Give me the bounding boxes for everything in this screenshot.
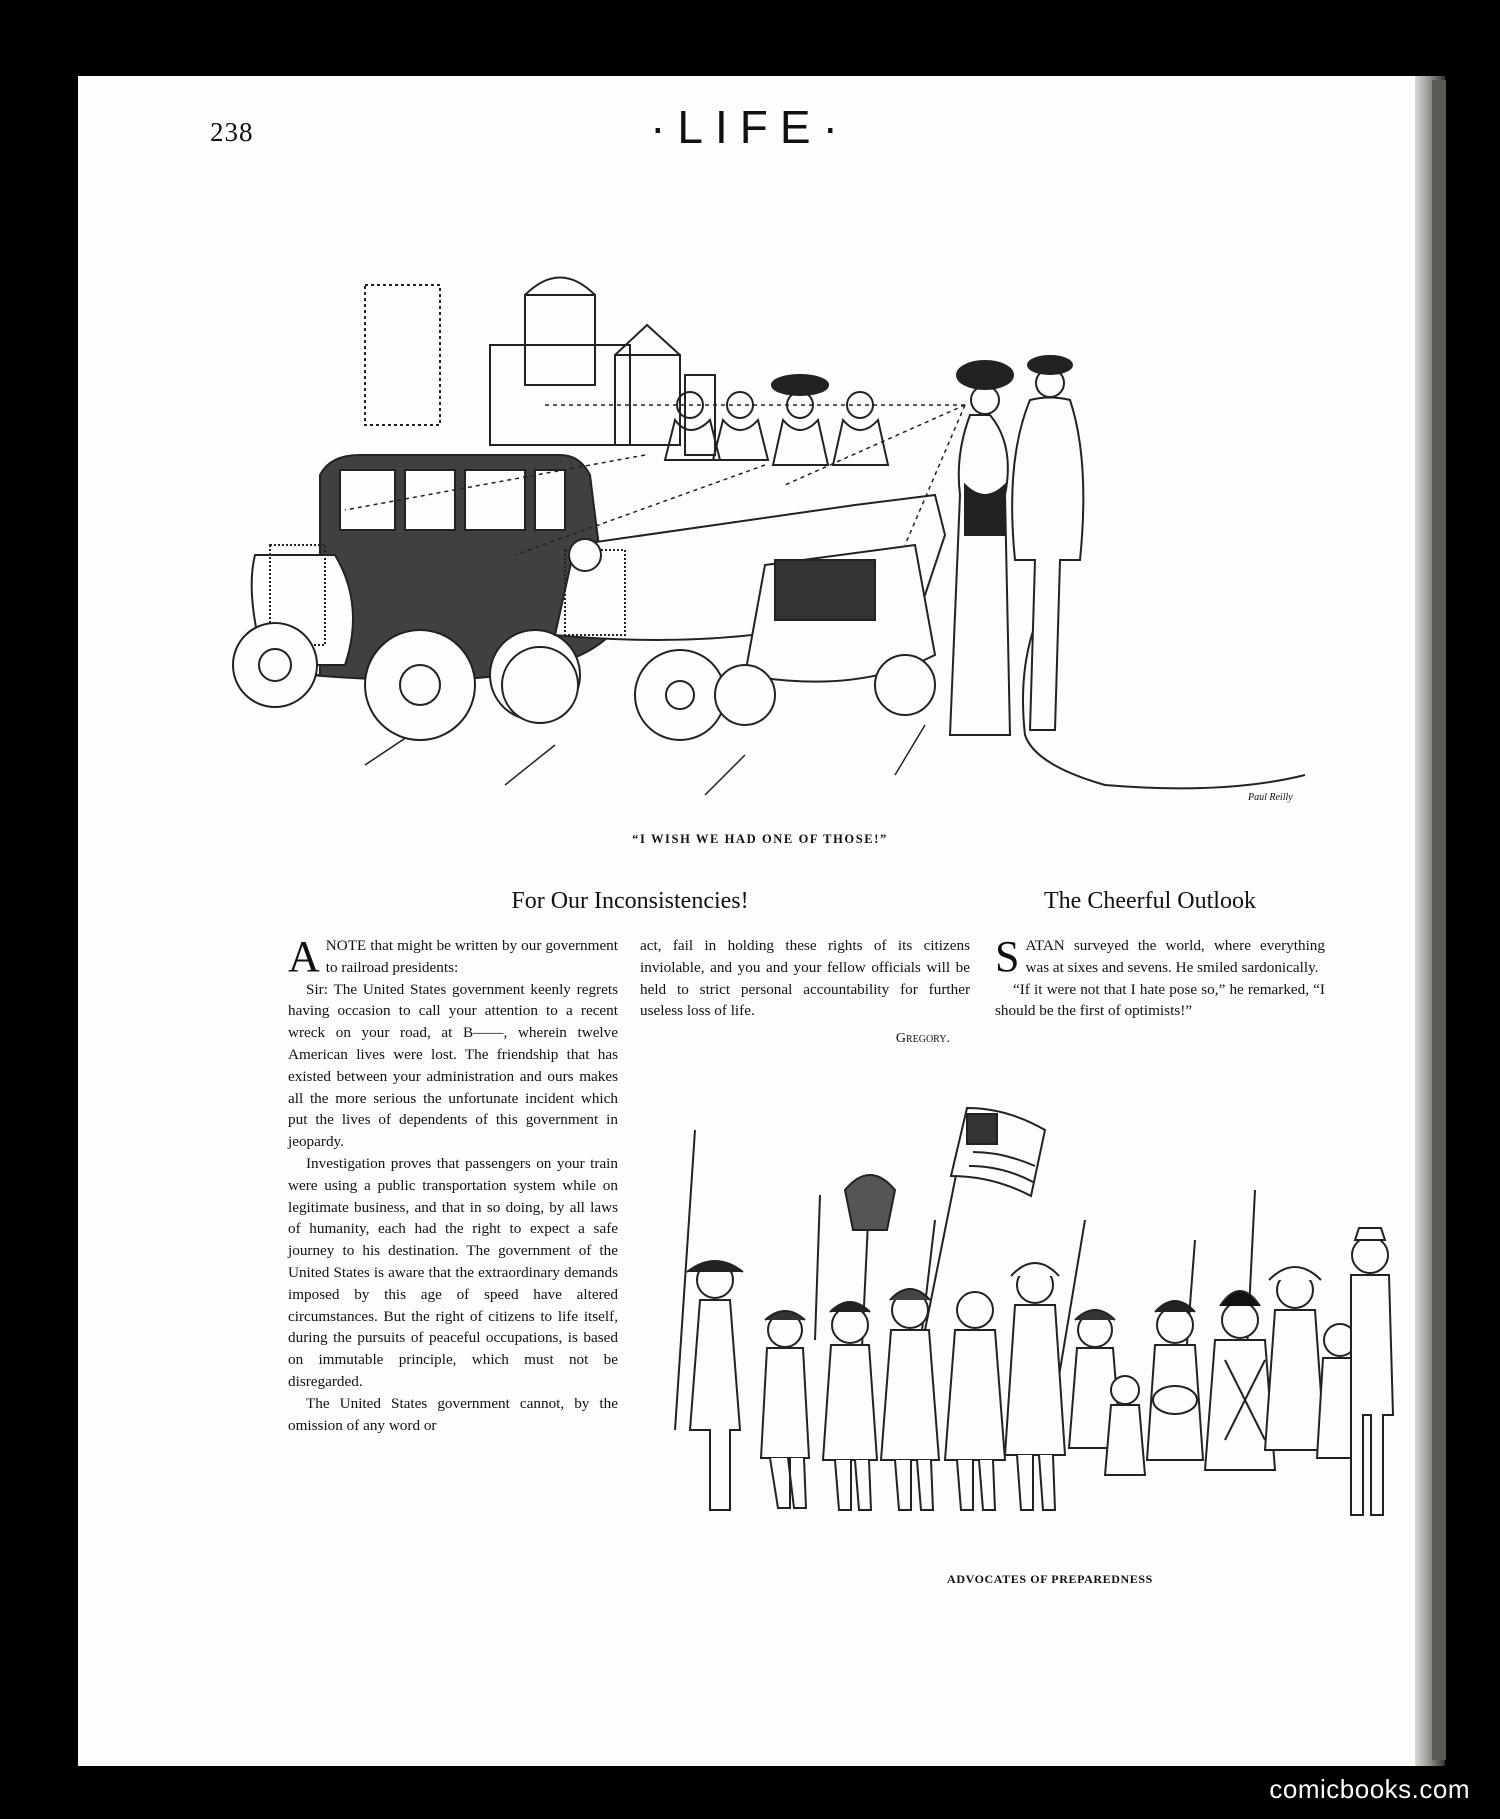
article1-para3: Investigation proves that passengers on your train were using a public transportation system while on legitimate business, and that in so doing, by all laws of humanity, each had the right to expect a safe journey to his destination. The government of the United States is aware that the extraordinary demands imposed by this age of speed have altered circumstances. But the right of citizens to life itself, during the pursuits of peaceful occupations, is based on immutable principle, which must not be disregarded. — [288, 1154, 618, 1390]
top-illustration-caption: “I WISH WE HAD ONE OF THOSE!” — [632, 832, 888, 846]
children-illustration — [655, 1100, 1395, 1555]
article2-para2: “If it were not that I hate pose so,” he remarked, “I should be the first of optimists!” — [995, 980, 1325, 1020]
article1-para5: act, fail in holding these rights of its citizens inviolable, and you and your fellow officials will be held to strict personal accountability for further useless loss of life. — [640, 937, 970, 1020]
page-number: 238 — [210, 117, 254, 147]
article1-column2 — [640, 935, 970, 1050]
article1-author: Gregory. — [895, 1031, 950, 1047]
adjacent-page-edge — [1432, 80, 1446, 1760]
masthead-title: ·LIFE· — [650, 101, 850, 153]
article1-para4: The United States government cannot, by the omission of any word or — [288, 1394, 618, 1434]
article2-column — [995, 932, 1325, 1022]
artist-signature: Paul Reilly — [1248, 792, 1293, 803]
article1-column1 — [288, 932, 618, 1436]
article1-para2: Sir: The United States government keenly regrets having occasion to call your attention to a recent wreck on your road, at B——, wherein twelve American lives were lost. The friendship that has existed between your administration and ours makes all the more serious the unfortunate incident which put the lives of dependents of this government in jeopardy. — [288, 980, 618, 1151]
article2-para1: ATAN surveyed the world, where everything was at sixes and sevens. He smiled sardonically. — [1025, 937, 1325, 976]
bottom-illustration-caption: ADVOCATES OF PREPAREDNESS — [947, 1572, 1153, 1586]
article2-heading: The Cheerful Outlook — [1044, 888, 1256, 914]
article1-heading: For Our Inconsistencies! — [511, 888, 749, 914]
dropcap-a: A — [288, 932, 320, 981]
cars-illustration — [225, 255, 1315, 825]
article1-para1: NOTE that might be written by our government to railroad presidents: — [325, 937, 618, 976]
watermark: comicbooks.com — [1269, 1774, 1470, 1804]
dropcap-s: S — [995, 932, 1020, 981]
